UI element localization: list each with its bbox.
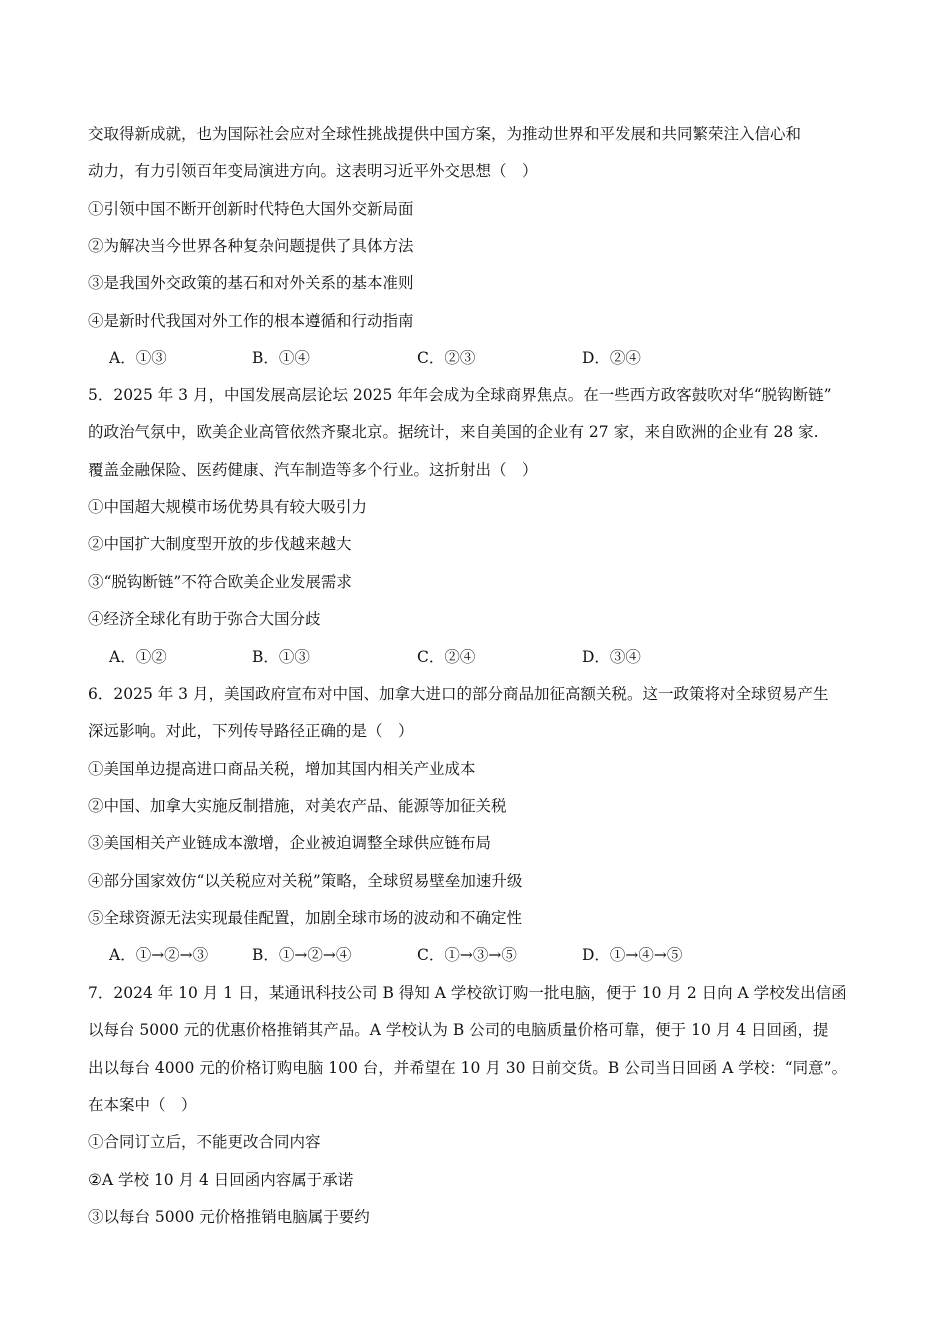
choice-statement: ①中国超大规模市场优势具有较大吸引力	[88, 498, 368, 516]
option-d: D．③④	[582, 648, 641, 666]
choice-statement: ④经济全球化有助于弥合大国分歧	[88, 610, 321, 628]
option-d: D．①→④→⑤	[582, 946, 683, 964]
text-line: 深远影响。对此，下列传导路径正确的是（ ）	[88, 722, 414, 740]
text-line: 在本案中（ ）	[88, 1096, 197, 1114]
choice-statement: ③美国相关产业链成本激增，企业被迫调整全球供应链布局	[88, 834, 492, 852]
choice-statement: ②为解决当今世界各种复杂问题提供了具体方法	[88, 237, 414, 255]
choice-statement: ③以每台 5000 元价格推销电脑属于要约	[88, 1208, 370, 1226]
option-d: D．②④	[582, 349, 641, 367]
option-a: A．①②	[109, 648, 167, 666]
choice-statement: ③是我国外交政策的基石和对外关系的基本准则	[88, 274, 414, 292]
option-a: A．①③	[109, 349, 167, 367]
option-c: C．①→③→⑤	[417, 946, 517, 964]
option-b: B．①→②→④	[252, 946, 352, 964]
option-a: A．①→②→③	[109, 946, 209, 964]
choice-statement: ②中国扩大制度型开放的步伐越来越大	[88, 535, 352, 553]
text-line: 动力，有力引领百年变局演进方向。这表明习近平外交思想（ ）	[88, 162, 538, 180]
text-line: 覆盖金融保险、医药健康、汽车制造等多个行业。这折射出（ ）	[88, 461, 538, 479]
text-line: 以每台 5000 元的优惠价格推销其产品。A 学校认为 B 公司的电脑质量价格可靠，便于 10 月 4 日回函，提	[88, 1021, 829, 1039]
answer-options-q4	[109, 348, 869, 368]
text-line: 的政治气氛中，欧美企业高管依然齐聚北京。据统计，来自美国的企业有 27 家，来自欧洲的企业有 28 家.	[88, 423, 819, 441]
option-c: C．②③	[417, 349, 476, 367]
question-7: 7．2024 年 10 月 1 日，某通讯科技公司 B 得知 A 学校欲订购一批电脑，便于 10 月 2 日向 A 学校发出信函	[88, 984, 847, 1002]
option-b: B．①③	[252, 648, 310, 666]
choice-statement: ①合同订立后，不能更改合同内容	[88, 1133, 321, 1151]
text-line: 交取得新成就，也为国际社会应对全球性挑战提供中国方案，为推动世界和平发展和共同繁荣注入信心和	[88, 125, 802, 143]
option-b: B．①④	[252, 349, 310, 367]
answer-options-q6	[109, 945, 869, 965]
question-5: 5．2025 年 3 月，中国发展高层论坛 2025 年年会成为全球商界焦点。在一些西方政客鼓吹对华“脱钩断链”	[88, 386, 832, 404]
choice-statement: ⑤全球资源无法实现最佳配置，加剧全球市场的波动和不确定性	[88, 909, 523, 927]
choice-statement: ④部分国家效仿“以关税应对关税”策略，全球贸易壁垒加速升级	[88, 872, 523, 890]
answer-options-q5	[109, 647, 869, 667]
text-line: 出以每台 4000 元的价格订购电脑 100 台，并希望在 10 月 30 日前交货。B 公司当日回函 A 学校：“同意”。	[88, 1059, 848, 1077]
choice-statement: ④是新时代我国对外工作的根本遵循和行动指南	[88, 312, 414, 330]
choice-statement: ①引领中国不断开创新时代特色大国外交新局面	[88, 200, 414, 218]
choice-statement: ②A 学校 10 月 4 日回函内容属于承诺	[88, 1171, 354, 1189]
choice-statement: ③“脱钩断链”不符合欧美企业发展需求	[88, 573, 352, 591]
question-6: 6．2025 年 3 月，美国政府宣布对中国、加拿大进口的部分商品加征高额关税。这一政策将对全球贸易产生	[88, 685, 829, 703]
choice-statement: ②中国、加拿大实施反制措施，对美农产品、能源等加征关税	[88, 797, 507, 815]
option-c: C．②④	[417, 648, 476, 666]
choice-statement: ①美国单边提高进口商品关税，增加其国内相关产业成本	[88, 760, 476, 778]
